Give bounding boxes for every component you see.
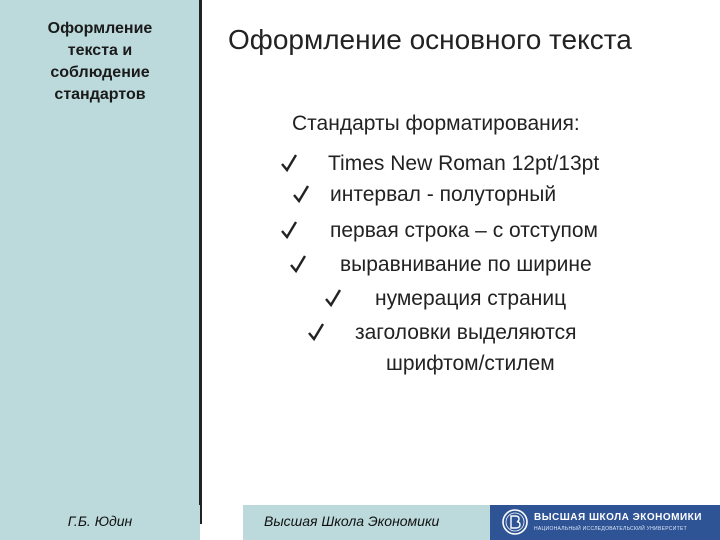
checkmark-icon (324, 287, 342, 309)
list-item-label: Times New Roman 12pt/13pt (328, 152, 600, 175)
list-item-label: первая строка – с отступом (330, 219, 598, 242)
author-name: Г.Б. Юдин (67, 513, 133, 529)
checkmark-icon (289, 253, 307, 275)
sidebar-title: Оформление текста и соблюдение стандартов (47, 20, 153, 103)
checkmark-icon (307, 321, 325, 343)
list-item-continuation: шрифтом/стилем (386, 352, 555, 375)
logo-subtext: НАЦИОНАЛЬНЫЙ ИССЛЕДОВАТЕЛЬСКИЙ УНИВЕРСИТЕТ (534, 526, 687, 532)
slide-title: Оформление основного текста (228, 24, 632, 55)
list-item-label: заголовки выделяются (355, 321, 577, 344)
list-item-label: выравнивание по ширине (340, 253, 592, 276)
sidebar (0, 0, 200, 520)
checkmark-icon (280, 152, 298, 174)
organization-name: Высшая Школа Экономики (264, 513, 440, 529)
hse-emblem-icon (502, 509, 528, 535)
logo-text: ВЫСШАЯ ШКОЛА ЭКОНОМИКИ (534, 512, 702, 523)
list-heading: Стандарты форматирования: (292, 112, 580, 135)
list-item-label: интервал - полуторный (330, 183, 557, 206)
hse-logo (490, 505, 720, 540)
vertical-divider (199, 0, 202, 524)
list-item-label: нумерация страниц (375, 287, 567, 310)
checkmark-icon (280, 219, 298, 241)
checkmark-icon (292, 183, 310, 205)
